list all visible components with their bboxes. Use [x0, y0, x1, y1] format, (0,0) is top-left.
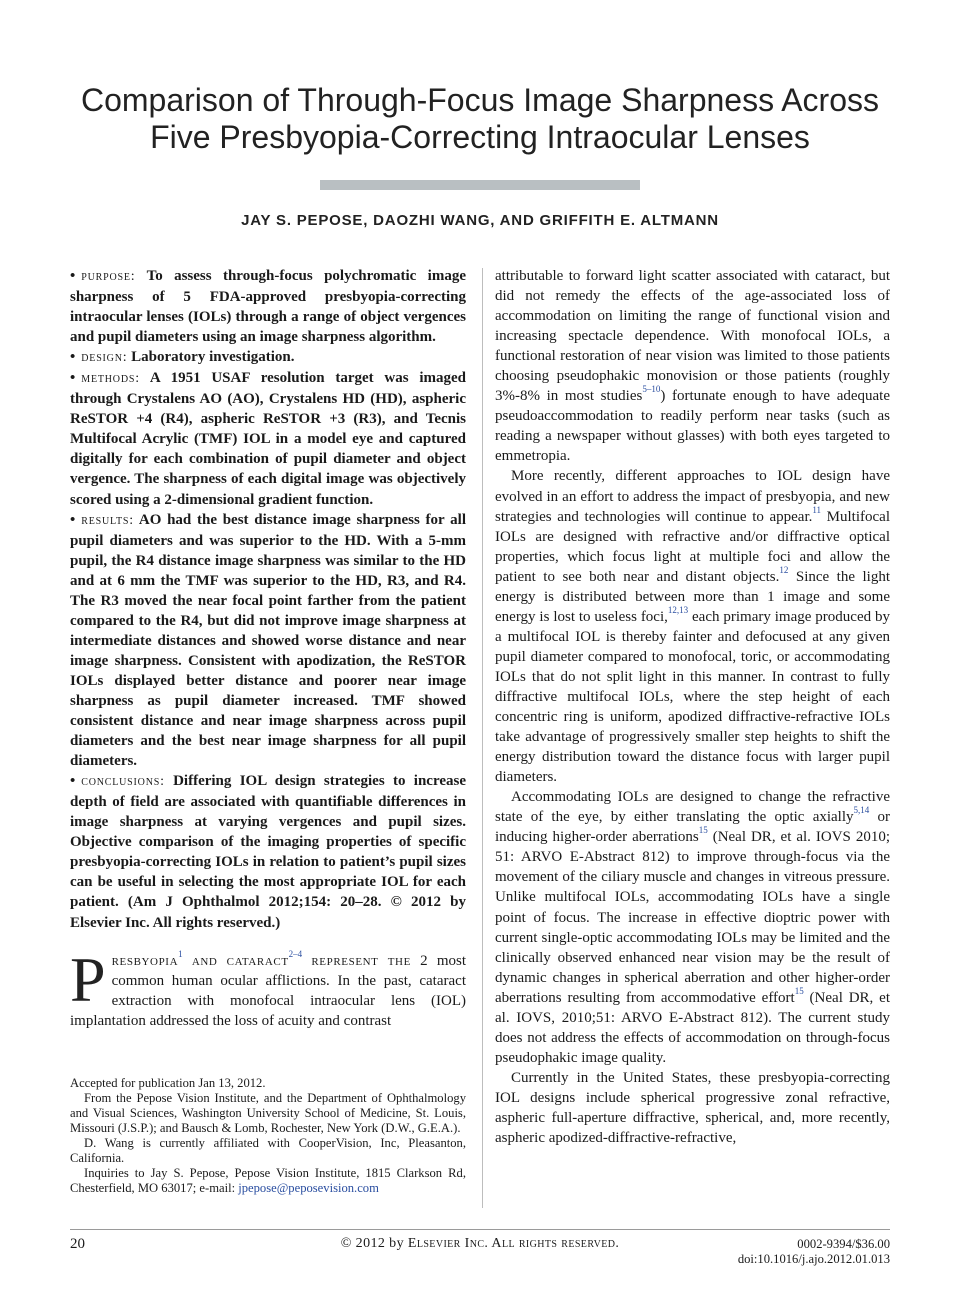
results-text: AO had the best distance image sharpness for all pupil diameters and was superior to the HD. With a 5-mm pupil, the R4 distance image sharpness was similar to the HD and at 6 mm the TMF was superior to the HD, R3, and R4. The R3 moved the near focal point farther from the patient compared to the R4, but did not improve image sharpness at intermediate distances and showed worse distance and near image sharpness. Consistent with apodization, the ReSTOR IOLs displayed better distance and poorer near image sharpness as pupil diameter increased. TMF showed consistent distance and near image sharpness across pupil diameters and the best near image sharpness for all pupil diameters. [70, 511, 466, 770]
paragraph-2-text-a: More recently, different approaches to IOL design have evolved in an effort to address the impact of presbyopia, and new strategies and technologies will continue to appear. [495, 468, 890, 525]
citation-link[interactable]: 15 [698, 825, 708, 836]
intro-word-cataract: and cataract [182, 952, 289, 969]
bullet-icon: • [70, 268, 76, 284]
methods-text: A 1951 USAF resolution target was imaged through Crystalens AO (AO), Crystalens HD (HD), aspheric ReSTOR +4 (R4), aspheric ReSTOR +3 (R3), and Tecnis Multifocal Acrylic (TMF) IOL in a model eye and captured digitally for each combination of pupil diameter and object vergence. The sharpness of each digital image was objectively scored using a 2-dimensional gradient function. [70, 370, 466, 508]
intro-text: most common human ocular afflictions. In the past, cataract extraction with monofocal intraocular lens (IOL) implantation addressed the loss of acuity and contrast [70, 952, 466, 1029]
paragraph-3 [495, 787, 890, 1068]
title-line-2: Five Presbyopia-Correcting Intraocular Lenses [150, 119, 810, 155]
title-rule [320, 180, 640, 190]
intro-words-represent: represent the 2 [302, 952, 429, 969]
drop-cap: P [70, 943, 106, 1015]
citation-link[interactable]: 12 [779, 564, 789, 575]
design-text: Laboratory investigation. [131, 349, 295, 366]
purpose-label: purpose: [81, 269, 136, 284]
paragraph-1-text-a: attributable to forward light scatter associated with cataract, but did not remedy the effects of the age-associated loss of accommodation on limiting the range of functional vision and increasing spectacle dependence. With monofocal IOLs, a functional restoration of near vision was limited to those patients choosing pseudophakic monovision or those patients (roughly 3%-8% in most studies [495, 268, 890, 405]
citation-link[interactable]: 5,14 [853, 805, 870, 816]
abstract [70, 266, 466, 933]
bullet-icon: • [70, 511, 76, 528]
bullet-icon: • [70, 370, 76, 387]
results-label: results: [81, 512, 134, 528]
paragraph-2-text-d: each primary image produced by a multifocal IOL is thereby fainter and defocused at any given pupil diameter compared to monofocal, toric, or accommodating IOLs that do not split light in this manner. In contrast to fully diffractive multifocal IOLs, where the step height of each concentric ring is uniform, apodized diffractive-refractive IOLs take advantage of progressively smaller step heights to shift the energy distribution toward the distance focus with larger pupil diameters. [495, 608, 890, 786]
citation-link[interactable]: 1 [178, 948, 183, 959]
abstract-results [70, 510, 466, 772]
intro-paragraph [70, 943, 466, 1031]
citation-link[interactable]: 11 [812, 504, 822, 515]
title-line-1: Comparison of Through-Focus Image Sharpness Across [80, 82, 879, 118]
issn: 0002-9394/$36.00 [797, 1237, 890, 1251]
paragraph-3-text-c: (Neal DR, et al. IOVS 2010; 51: ARVO E-Abstract 812) to improve through-focus via the movement of the ciliary muscle and changes in vitreous pressure. Unlike multifocal IOLs, accommodating IOLs have a single point of focus. The increase in effective dioptric power with current single-optic accommodating IOLs may be limited and the clinically observed enhanced near vision may be the result of dynamic changes in spherical aberration and other higher-order aberrations resulting from accommodative effort [495, 829, 891, 1006]
article-identifiers [738, 1237, 890, 1267]
footer-rule [70, 1229, 890, 1230]
column-divider [482, 268, 483, 1208]
abstract-methods [70, 368, 466, 509]
right-column [495, 266, 890, 1148]
paragraph-1 [495, 266, 890, 466]
abstract-design [70, 347, 466, 368]
introduction [70, 943, 466, 1031]
author-list: JAY S. PEPOSE, DAOZHI WANG, AND GRIFFITH E. ALTMANN [241, 212, 719, 229]
abstract-purpose [70, 266, 466, 347]
paragraph-3-text-a: Accommodating IOLs are designed to change the refractive state of the eye, by either translating the optic axially [495, 789, 890, 826]
citation-link[interactable]: 2–4 [288, 948, 303, 959]
conclusions-label: conclusions: [81, 774, 165, 790]
methods-label: methods: [81, 371, 140, 387]
affiliation-note: From the Pepose Vision Institute, and the Department of Ophthalmology and Visual Sciences, Washington University School of Medicine, St. Louis, Missouri (J.S.P.); and Bausch & Lomb, Rochester, New York (D.W., G.E.A.). [70, 1091, 466, 1135]
purpose-text: To assess through-focus polychromatic image sharpness of 5 FDA-approved presbyopia-correcting intraocular lenses (IOLs) through a range of object vergences and pupil diameters using an image sharpness algorithm. [70, 268, 466, 346]
email-link[interactable]: jpepose@peposevision.com [238, 1181, 379, 1195]
footnotes [70, 1076, 466, 1196]
article-title [60, 82, 900, 156]
paragraph-3-text-b: or inducing higher-order aberrations [495, 809, 890, 846]
copyright-text-b: Elsevier Inc. All rights reserved. [407, 1236, 620, 1251]
abstract-conclusions [70, 771, 466, 932]
copyright [280, 1236, 680, 1252]
inquiries-note [70, 1166, 466, 1196]
citation-link[interactable]: 15 [794, 985, 804, 996]
citation-link[interactable]: 12,13 [667, 604, 689, 615]
paragraph-2 [495, 466, 890, 787]
paragraph-2-text-b: Multifocal IOLs are designed with refractive and/or diffractive optical properties, which focus light at multiple foci and allow the patient to see both near and distant objects. [495, 508, 890, 585]
inquiries-text: Inquiries to Jay S. Pepose, Pepose Vision Institute, 1815 Clarkson Rd, Chesterfield, MO 63017; e-mail: [70, 1166, 466, 1195]
bullet-icon: • [70, 349, 76, 366]
paragraph-2-text-c: Since the light energy is distributed between more than 1 image and some energy is lost to useless foci, [495, 568, 890, 625]
doi[interactable]: doi:10.1016/j.ajo.2012.01.013 [737, 1252, 890, 1266]
conclusions-text: Differing IOL design strategies to increase depth of field are associated with quantifiable differences in image sharpness at varying vergences and pupil sizes. Objective comparison of the imaging properties of specific presbyopia-correcting IOLs in relation to patient’s pupil sizes can be useful in selecting the most appropriate IOL for each patient. (Am J Ophthalmol 2012;154: 20–28. © 2012 by Elsevier Inc. All rights reserved.) [70, 773, 466, 931]
left-column [70, 266, 466, 1031]
paragraph-4: Currently in the United States, these presbyopia-correcting IOL designs include spherical progressive zonal refractive, aspheric full-aperture diffractive, spherical, and, more recently, aspheric apodized-diffractive-refractive, [495, 1069, 890, 1147]
intro-word-presbyopia: resbyopia [111, 952, 179, 969]
wang-note: D. Wang is currently affiliated with CooperVision, Inc, Pleasanton, California. [70, 1136, 466, 1165]
page-number: 20 [70, 1236, 85, 1252]
design-label: design: [81, 350, 128, 366]
accepted-note: Accepted for publication Jan 13, 2012. [70, 1076, 266, 1090]
bullet-icon: • [70, 773, 76, 790]
citation-link[interactable]: 5–10 [642, 384, 661, 395]
paragraph-1-text-b: ) fortunate enough to have adequate pseudoaccommodation to readily perform near tasks (such as reading a newspaper without glasses) with both eyes targeted to emmetropia. [495, 388, 890, 465]
copyright-text-a: © 2012 by [340, 1236, 408, 1251]
paragraph-3-text-d: (Neal DR, et al. IOVS, 2010;51: ARVO E-Abstract 812). The current study does not address the effects of accommodation on through-focus pseudophakic image quality. [495, 989, 890, 1066]
